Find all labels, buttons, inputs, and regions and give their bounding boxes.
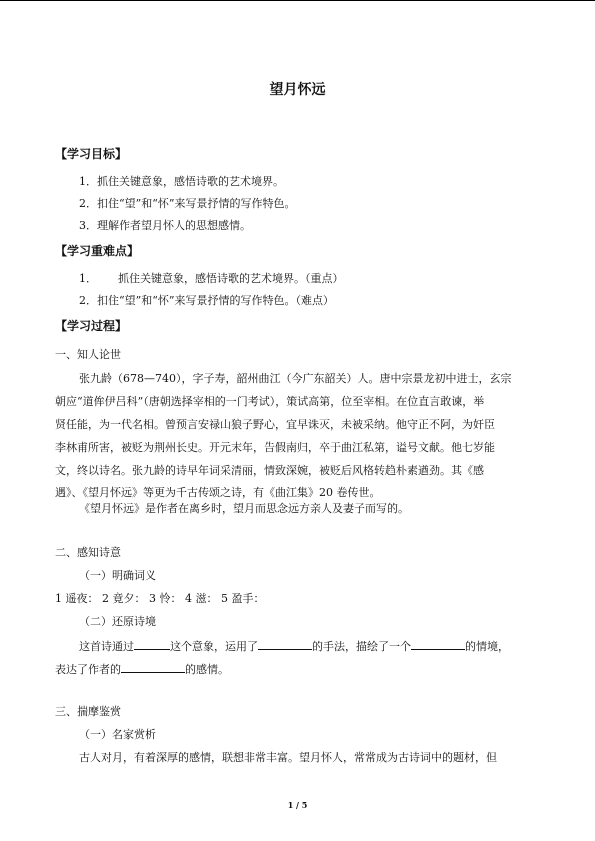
fill-text: 的情境， [465, 640, 509, 653]
vocab-line: 1 遥夜： 2 竟夕： 3 怜： 4 滋： 5 盈手： [55, 592, 265, 605]
subsection-title: （一）名家赏析 [79, 728, 156, 741]
section-title: 二、感知诗意 [55, 546, 121, 559]
fill-in-line [55, 661, 229, 677]
bio-line: 遇》、《望月怀远》等更为千古传颂之诗，有《曲江集》20 卷传世。 [55, 486, 381, 499]
goals-heading: 【学习目标】 [55, 147, 128, 161]
blank-field[interactable] [121, 661, 185, 673]
poem-background: 《望月怀远》是作者在离乡时，望月而思念远方亲人及妻子而写的。 [79, 502, 409, 515]
appreciation-line: 古人对月，有着深厚的感情，联想非常丰富。望月怀人，常常成为古诗词中的题材，但 [79, 751, 497, 764]
fill-text: 这首诗通过 [79, 640, 134, 653]
section-title: 一、知人论世 [55, 348, 121, 361]
subsection-title: （一）明确词义 [79, 569, 156, 582]
fill-text: 表达了作者的 [55, 663, 121, 676]
blank-field[interactable] [134, 638, 170, 650]
blank-field[interactable] [258, 638, 312, 650]
bio-line: 朝应“道侔伊吕科”（唐朝选择宰相的一门考试），策试高第，位至宰相。在位直言敢谏，举 [55, 395, 485, 408]
goal-item: 2．扣住“望”和“怀”来写景抒情的写作特色。 [79, 197, 296, 210]
keypoints-heading: 【学习重难点】 [55, 244, 140, 258]
bio-line: 贤任能，为一代名相。曾预言安禄山狼子野心，宜早诛灭，未被采纳。他守正不阿，为奸臣 [55, 418, 495, 431]
keypoint-item: 1． 抓住关键意象，感悟诗歌的艺术境界。（重点） [79, 272, 344, 285]
subsection-title: （二）还原诗境 [79, 615, 156, 628]
fill-text: 的感情。 [185, 663, 229, 676]
page-number: 1 / 5 [287, 800, 308, 810]
goal-item: 1．抓住关键意象，感悟诗歌的艺术境界。 [79, 175, 284, 188]
section-title: 三、揣摩鉴赏 [55, 705, 121, 718]
bio-line: 李林甫所害，被贬为荆州长史。开元末年，告假南归，卒于曲江私第，谥号文献。他七岁能 [55, 441, 495, 454]
process-heading: 【学习过程】 [55, 319, 128, 333]
fill-in-line [79, 638, 509, 654]
goal-item: 3．理解作者望月怀人的思想感情。 [79, 219, 251, 232]
bio-line: 文，终以诗名。张九龄的诗早年词采清丽，情致深婉，被贬后风格转趋朴素遒劲。其《感 [55, 464, 484, 477]
fill-text: 的手法，描绘了一个 [312, 640, 411, 653]
blank-field[interactable] [411, 638, 465, 650]
keypoint-item: 2．扣住“望”和“怀”来写景抒情的写作特色。（难点） [79, 294, 334, 307]
page-top-border [0, 0, 595, 1]
bio-line: 张九龄（678—740），字子寿，韶州曲江（今广东韶关）人。唐中宗景龙初中进士，玄宗 [79, 372, 512, 385]
fill-text: 这个意象，运用了 [170, 640, 258, 653]
document-title: 望月怀远 [269, 82, 326, 98]
